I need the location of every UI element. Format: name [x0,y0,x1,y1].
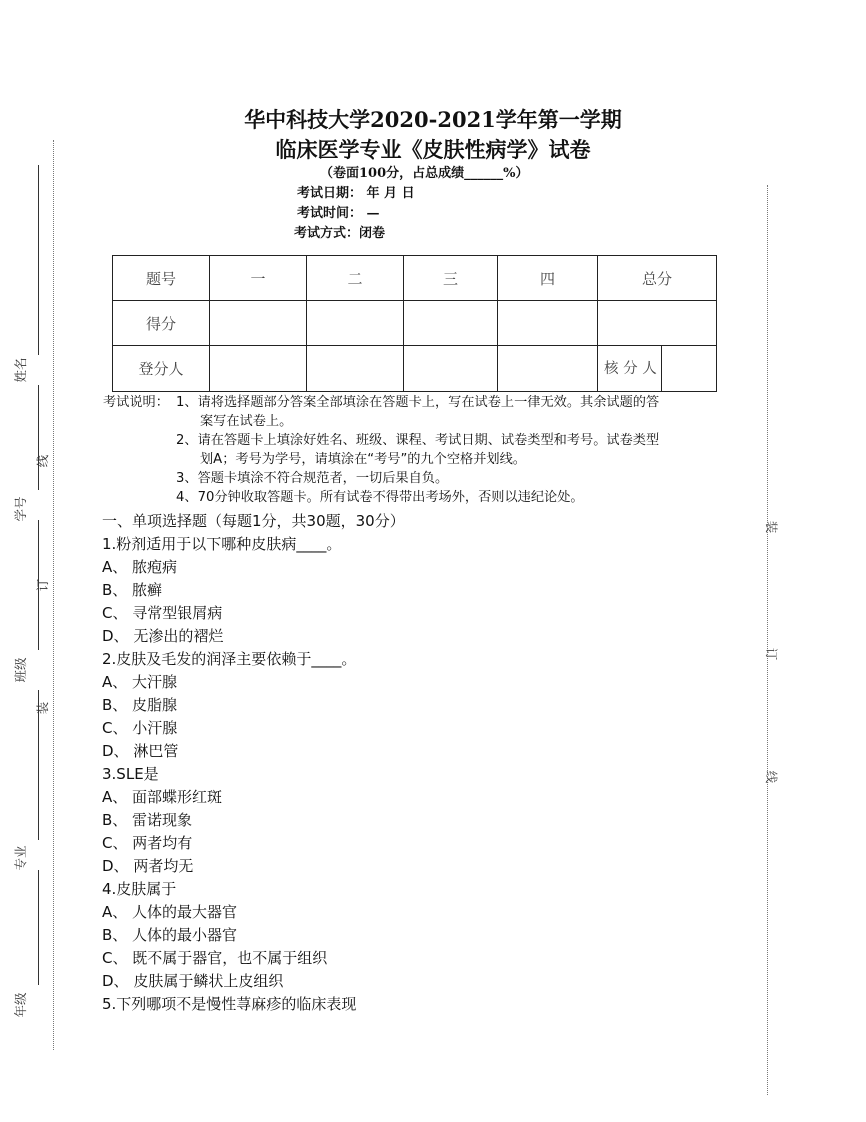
score-label: 得分 [113,301,210,346]
checker-label: 核 分 人 [598,346,662,392]
question-option: D、 淋巴管 [102,742,179,760]
score-table-header-cell: 三 [404,256,498,301]
grader-label: 登分人 [113,346,210,392]
score-cell[interactable] [498,301,598,346]
question-stem: 3.SLE是 [102,765,159,783]
instructions-label: 考试说明： [103,395,169,410]
instruction-line: 划A；考号为学号，请填涂在“考号”的九个空格并划线。 [200,452,526,467]
question-option: B、 脓癣 [102,581,163,599]
question-option: C、 两者均有 [102,834,193,852]
binding-field-grade: 年级 [13,992,28,1018]
score-table-header-cell: 总分 [598,256,717,301]
question-option: D、 皮肤属于鳞状上皮组织 [102,972,284,990]
instruction-line: 4、70分钟收取答题卡。所有试卷不得带出考场外，否则以违纪论处。 [176,490,584,505]
binding-right-mark-order: 订 [764,647,779,661]
question-option: C、 寻常型银屑病 [102,604,223,622]
question-option: A、 面部蝶形红斑 [102,788,223,806]
score-table-header-cell: 一 [210,256,307,301]
question-option: B、 人体的最小器官 [102,926,238,944]
question-stem: 2.皮肤及毛发的润泽主要依赖于____。 [102,650,357,668]
instruction-line: 3、答题卡填涂不符合规范者，一切后果自负。 [176,471,449,486]
question-stem: 1.粉剂适用于以下哪种皮肤病____。 [102,535,342,553]
question-option: B、 皮脂腺 [102,696,178,714]
question-option: A、 脓疱病 [102,558,178,576]
binding-mark-order: 订 [35,578,50,592]
grade-fill-line [38,870,39,985]
binding-right-mark-line: 线 [764,770,779,784]
binding-right-mark-bind: 装 [764,520,779,534]
score-row [113,301,717,346]
score-cell[interactable] [404,301,498,346]
question-stem: 4.皮肤属于 [102,880,177,898]
score-table-header-cell: 二 [307,256,404,301]
question-stem: 5.下列哪项不是慢性荨麻疹的临床表现 [102,995,357,1013]
score-cell[interactable] [307,301,404,346]
grader-cell[interactable] [498,346,598,392]
grader-cell[interactable] [307,346,404,392]
score-total-cell[interactable] [598,301,717,346]
binding-field-name: 姓名 [13,357,28,383]
question-option: D、 两者均无 [102,857,194,875]
name-fill-line [38,165,39,355]
binding-mark-line: 线 [35,454,50,468]
section-title: 一、单项选择题（每题1分，共30题，30分） [102,512,405,530]
question-option: B、 雷诺现象 [102,811,193,829]
question-option: D、 无渗出的褶烂 [102,627,224,645]
grader-cell[interactable] [210,346,307,392]
score-table-header-cell: 题号 [113,256,210,301]
grader-row [113,346,717,392]
question-option: A、 大汗腺 [102,673,178,691]
grader-cell[interactable] [404,346,498,392]
question-option: A、 人体的最大器官 [102,903,238,921]
exam-date: 考试日期： 年 月 日 [297,186,415,201]
exam-title-line1: 华中科技大学2020-2021学年第一学期 [244,107,622,132]
score-table-header-row [113,256,717,301]
checker-cell[interactable] [662,346,717,392]
instruction-line: 案写在试卷上。 [200,414,293,429]
binding-mark-bind: 装 [35,701,50,715]
exam-time: 考试时间： — [297,206,380,221]
score-cell[interactable] [210,301,307,346]
exam-mode: 考试方式：闭卷 [294,226,386,241]
binding-field-major: 专业 [13,845,28,871]
question-option: C、 既不属于器官，也不属于组织 [102,949,328,967]
question-option: C、 小汗腺 [102,719,178,737]
score-note: （卷面100分，占总成绩______%） [320,166,529,181]
score-table [112,255,717,392]
score-table-header-cell: 四 [498,256,598,301]
exam-title-line2: 临床医学专业《皮肤性病学》试卷 [275,137,591,162]
instruction-line: 1、请将选择题部分答案全部填涂在答题卡上，写在试卷上一律无效。其余试题的答 [176,395,660,410]
binding-field-class: 班级 [13,657,28,683]
instruction-line: 2、请在答题卡上填涂好姓名、班级、课程、考试日期、试卷类型和考号。试卷类型 [176,433,660,448]
binding-field-student-id: 学号 [13,496,28,522]
